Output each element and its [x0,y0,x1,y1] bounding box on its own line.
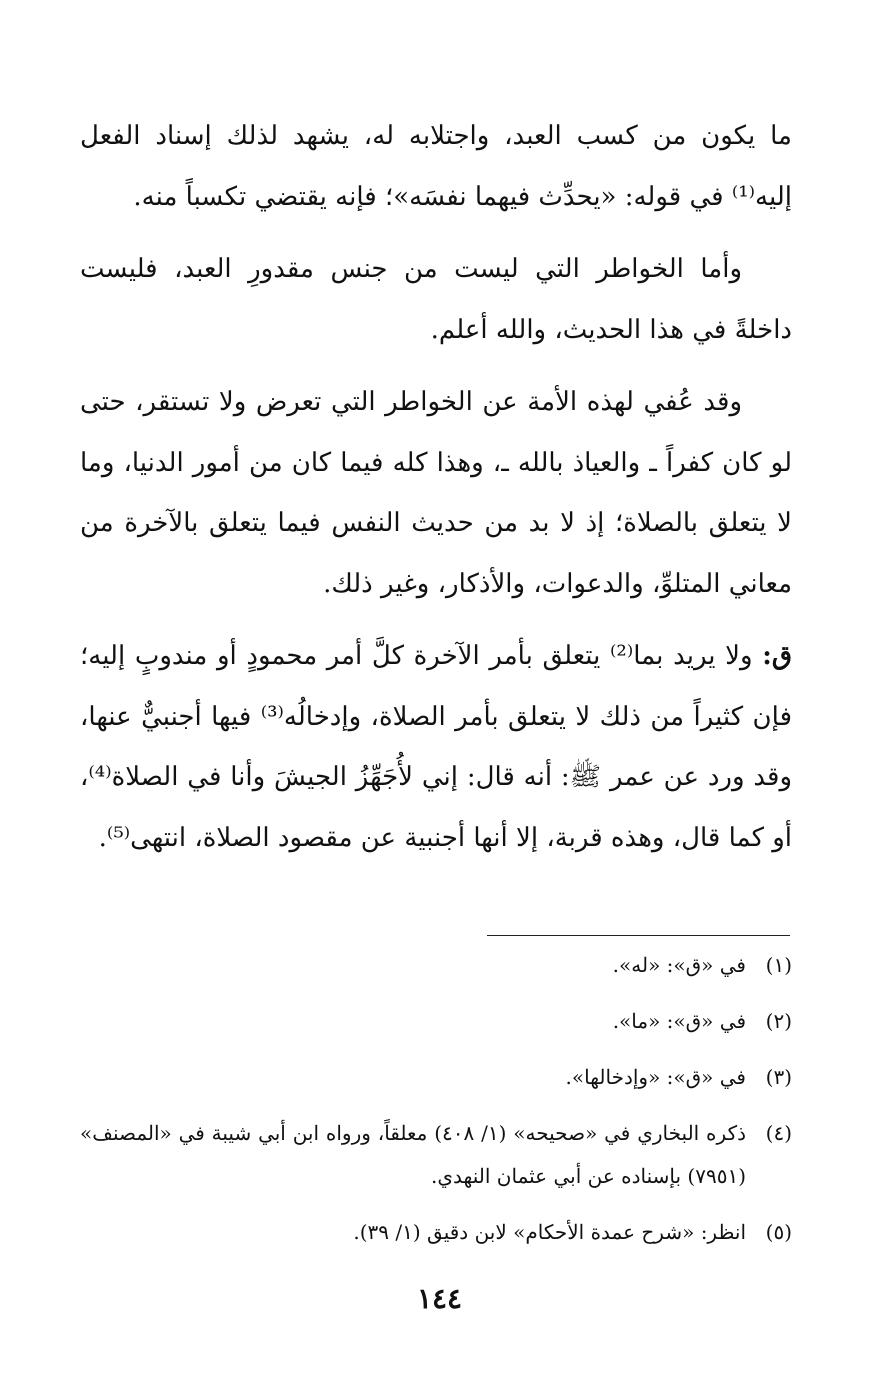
paragraph-2: وأما الخواطر التي ليست من جنس مقدورِ العبد، فليست داخلةً في هذا الحديث، والله أعلم. [80,254,792,345]
footnote-2 [80,1000,792,1043]
page-number: ١٤٤ [416,1282,463,1315]
footnote-text: في «ق»: «ما». [612,1009,746,1033]
footnote-number: (٤) [765,1121,792,1145]
footnote-text: في «ق»: «له». [612,953,746,977]
footnote-text: انظر: «شرح عمدة الأحكام» لابن دقيق (١/ ٣٩). [353,1220,746,1244]
footnote-text: ذكره البخاري في «صحيحه» (١/ ٤٠٨) معلقاً، ورواه ابن أبي شيبة في «المصنف» (٧٩٥١) بإسناده عن أبي عثمان النهدي. [80,1121,746,1188]
paragraph-4-text: ولا يريد بما⁽²⁾ يتعلق بأمر الآخرة كلَّ أمر محمودٍ أو مندوبٍ إليه؛ فإن كثيراً من ذلك لا يتعلق بأمر الصلاة، وإدخالُه⁽³⁾ فيها أجنبيٌّ عنها، وقد ورد عن عمر ﷺ: أنه قال: إني لأُجَهِّزُ الجيشَ وأنا في الصلاة⁽⁴⁾، أو كما قال، وهذه قربة، إلا أنها أجنبية عن مقصود الصلاة، انتهى⁽⁵⁾. [80,641,792,853]
footnote-divider [487,935,790,936]
paragraph-1: ما يكون من كسب العبد، واجتلابه له، يشهد لذلك إسناد الفعل إليه⁽¹⁾ في قوله: «يحدِّث فيهما نفسَه»؛ فإنه يقتضي تكسباً منه. [80,121,792,212]
footnote-number: (٢) [765,1009,792,1033]
paragraph-4 [80,626,792,868]
footnote-4 [80,1112,792,1198]
main-text [80,106,792,880]
source-marker: ق: [762,641,792,671]
footnote-text: في «ق»: «وإدخالها». [565,1065,746,1089]
footnotes [80,944,792,1267]
footnote-number: (١) [765,953,792,977]
footnote-1 [80,944,792,987]
footnote-number: (٥) [765,1220,792,1244]
footnote-number: (٣) [765,1065,792,1089]
footnote-5 [80,1211,792,1254]
paragraph-3: وقد عُفي لهذه الأمة عن الخواطر التي تعرض ولا تستقر، حتى لو كان كفراً ـ والعياذ بالله ـ، وهذا كله فيما كان من أمور الدنيا، وما لا يتعلق بالصلاة؛ إذ لا بد من حديث النفس فيما يتعلق بالآخرة من معاني المتلوِّ، والدعوات، والأذكار، وغير ذلك. [80,387,792,599]
footnote-3 [80,1056,792,1099]
